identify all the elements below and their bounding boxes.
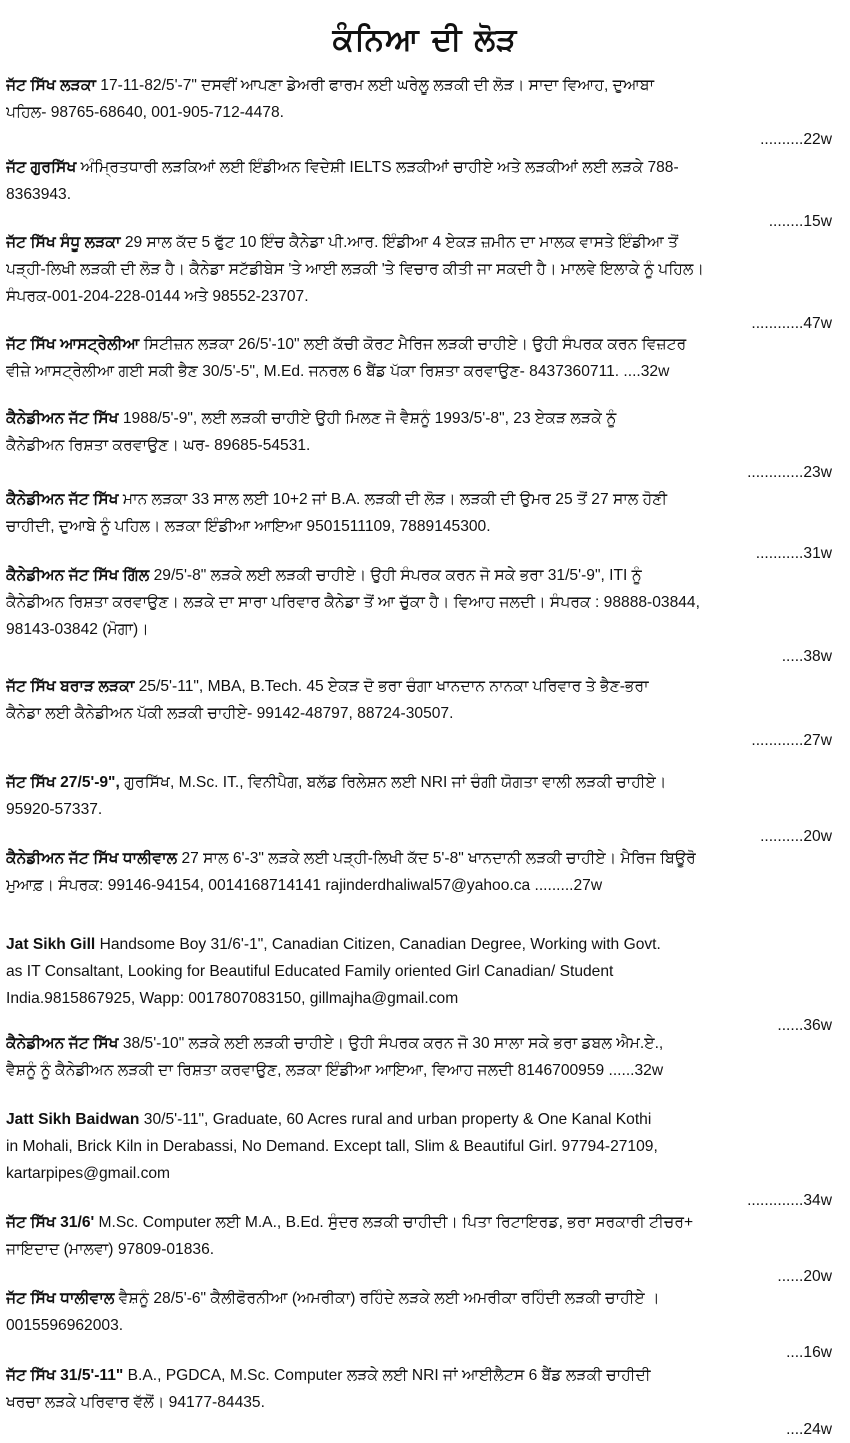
listing-line: ਚਾਹੀਦੀ, ਦੁਆਬੇ ਨੂੰ ਪਹਿਲ। ਲੜਕਾ ਇੰਡੀਆ ਆਇਆ 9501511109, 7889145300. [6,518,491,535]
listing-line: ਜੱਟ ਸਿੱਖ 27/5'-9", ਗੁਰਸਿੱਖ, M.Sc. IT., ਵਿਨੀਪੈਗ, ਬਲੱਡ ਰਿਲੇਸ਼ਨ ਲਈ NRI ਜਾਂ ਚੰਗੀ ਯੋਗਤਾ ਵਾਲੀ ਲੜਕੀ ਚਾਹੀਏ। [6,774,667,791]
listing-line: 0015596962003. [6,1317,124,1334]
listing-line: in Mohali, Brick Kiln in Derabassi, No Demand. Except tall, Slim & Beautiful Girl. 97794-27109, [6,1138,658,1155]
listing-line: India.9815867925, Wapp: 0017807083150, gillmajha@gmail.com [6,990,459,1007]
listing-line: ਮੁਆਫ਼। ਸੰਪਰਕ: 99146-94154, 0014168714141 rajinderdhaliwal57@yahoo.ca .........27w [6,877,603,894]
listing-line: ਜੱਟ ਸਿੱਖ ਸੰਧੂ ਲੜਕਾ 29 ਸਾਲ ਕੱਦ 5 ਫੁੱਟ 10 ਇੰਚ ਕੈਨੇਡਾ ਪੀ.ਆਰ. ਇੰਡੀਆ 4 ਏਕੜ ਜ਼ਮੀਨ ਦਾ ਮਾਲਕ ਵਾਸਤੇ ਇੰਡੀਆ ਤੋਂ [6,234,679,251]
listing-code: .............23w [747,464,832,481]
listing-line: 8363943. [6,186,72,203]
listing-line: ਸੰਪਰਕ-001-204-228-0144 ਅਤੇ 98552-23707. [6,288,309,305]
listing-line: Jatt Sikh Baidwan 30/5'-11", Graduate, 60 Acres rural and urban property & One Kanal Kothi [6,1111,652,1128]
listing-line: Jat Sikh Gill Handsome Boy 31/6'-1", Canadian Citizen, Canadian Degree, Working with Govt. [6,936,661,953]
listing-line: as IT Consaltant, Looking for Beautiful Educated Family oriented Girl Canadian/ Student [6,963,614,980]
listing-heading: ਜੱਟ ਸਿੱਖ ਸੰਧੂ ਲੜਕਾ [6,234,121,251]
listing-heading: Jatt Sikh Baidwan [6,1111,140,1128]
listing-entry [6,931,832,1039]
listing-code: ....16w [786,1344,832,1361]
listing-entry [6,845,832,899]
listing-code: ....24w [786,1421,832,1438]
listing-entry [6,1209,832,1290]
listing-line: ਕੈਨੇਡੀਅਨ ਜੱਟ ਸਿੱਖ 1988/5'-9", ਲਈ ਲੜਕੀ ਚਾਹੀਏ ਉਹੀ ਮਿਲਣ ਜੋ ਵੈਸ਼ਨੂੰ 1993/5'-8", 23 ਏਕੜ ਲੜਕੇ ਨੂੰ [6,410,617,427]
listing-line: ਜੱਟ ਸਿੱਖ ਧਾਲੀਵਾਲ ਵੈਸ਼ਨੂੰ 28/5'-6" ਕੈਲੀਫੋਰਨੀਆ (ਅਮਰੀਕਾ) ਰਹਿੰਦੇ ਲੜਕੇ ਲਈ ਅਮਰੀਕਾ ਰਹਿੰਦੀ ਲੜਕੀ ਚਾਹੀਏ । [6,1290,660,1307]
listing-line: ਜੱਟ ਸਿੱਖ 31/6' M.Sc. Computer ਲਈ M.A., B.Ed. ਸੁੰਦਰ ਲੜਕੀ ਚਾਹੀਦੀ। ਪਿਤਾ ਰਿਟਾਇਰਡ, ਭਰਾ ਸਰਕਾਰੀ ਟੀਚਰ+ [6,1214,694,1231]
listing-entry [6,562,832,670]
listing-line: ਕੈਨੇਡਾ ਲਈ ਕੈਨੇਡੀਅਨ ਪੱਕੀ ਲੜਕੀ ਚਾਹੀਏ- 99142-48797, 88724-30507. [6,705,454,722]
listing-line: ਕੈਨੇਡੀਅਨ ਜੱਟ ਸਿੱਖ ਧਾਲੀਵਾਲ 27 ਸਾਲ 6'-3" ਲੜਕੇ ਲਈ ਪੜ੍ਹੀ-ਲਿਖੀ ਕੱਦ 5'-8" ਖਾਨਦਾਨੀ ਲੜਕੀ ਚਾਹੀਏ। ਮੈਰਿਜ ਬਿਊਰੋ [6,850,696,867]
listing-code: ........15w [768,213,832,230]
listing-heading: ਜੱਟ ਸਿੱਖ ਬਰਾੜ ਲੜਕਾ [6,678,135,695]
page-title: ਕੰਨਿਆ ਦੀ ਲੋੜ [332,22,518,58]
listing-line: ਵੀਜ਼ੇ ਆਸਟ੍ਰੇਲੀਆ ਗਈ ਸਕੀ ਭੈਣ 30/5'-5", M.Ed. ਜਨਰਲ 6 ਬੈਂਡ ਪੱਕਾ ਰਿਸ਼ਤਾ ਕਰਵਾਉਣ- 8437360711. ....32w [6,363,670,380]
listing-entry [6,1106,832,1214]
listing-heading: ਜੱਟ ਸਿੱਖ 31/6' [6,1214,95,1231]
listing-line: ਕੈਨੇਡੀਅਨ ਜੱਟ ਸਿੱਖ ਗਿੱਲ 29/5'-8" ਲੜਕੇ ਲਈ ਲੜਕੀ ਚਾਹੀਏ। ਉਹੀ ਸੰਪਰਕ ਕਰਨ ਜੋ ਸਕੇ ਭਰਾ 31/5'-9", ITI ਨੂੰ [6,567,642,584]
listing-code: ..........20w [760,828,832,845]
listing-line: 98143-03842 (ਮੋਗਾ)। [6,621,149,638]
listing-heading: ਜੱਟ ਸਿੱਖ 27/5'-9", [6,774,120,791]
listing-entry [6,1285,832,1366]
listing-entry [6,486,832,567]
listing-line: kartarpipes@gmail.com [6,1165,171,1182]
listing-entry [6,154,832,235]
listing-line: ਪਹਿਲ- 98765-68640, 001-905-712-4478. [6,104,284,121]
listing-entry [6,673,832,754]
listing-line: ਵੈਸ਼ਨੂੰ ਨੂੰ ਕੈਨੇਡੀਅਨ ਲੜਕੀ ਦਾ ਰਿਸ਼ਤਾ ਕਰਵਾਉਣ, ਲੜਕਾ ਇੰਡੀਆ ਆਇਆ, ਵਿਆਹ ਜਲਦੀ 8146700959 ......32w [6,1062,664,1079]
listing-entry [6,1030,832,1084]
listing-line: ਕੈਨੇਡੀਅਨ ਜੱਟ ਸਿੱਖ 38/5'-10" ਲੜਕੇ ਲਈ ਲੜਕੀ ਚਾਹੀਏ। ਉਹੀ ਸੰਪਰਕ ਕਰਨ ਜੋ 30 ਸਾਲਾ ਸਕੇ ਭਰਾ ਡਬਲ ਐਮ.ਏ., [6,1035,664,1052]
listing-code: .....38w [781,648,832,665]
listing-entry [6,72,832,153]
listing-line: ਪੜ੍ਹੀ-ਲਿਖੀ ਲੜਕੀ ਦੀ ਲੋੜ ਹੈ। ਕੈਨੇਡਾ ਸਟੱਡੀਬੇਸ 'ਤੇ ਆਈ ਲੜਕੀ 'ਤੇ ਵਿਚਾਰ ਕੀਤੀ ਜਾ ਸਕਦੀ ਹੈ। ਮਾਲਵੇ ਇਲਾਕੇ ਨੂੰ ਪਹਿਲ। [6,261,704,278]
listing-code: ......20w [777,1268,832,1285]
listing-line: ਕੈਨੇਡੀਅਨ ਜੱਟ ਸਿੱਖ ਮਾਨ ਲੜਕਾ 33 ਸਾਲ ਲਈ 10+2 ਜਾਂ B.A. ਲੜਕੀ ਦੀ ਲੋੜ। ਲੜਕੀ ਦੀ ਉਮਰ 25 ਤੋਂ 27 ਸਾਲ ਹੋਣੀ [6,491,668,508]
listing-heading: ਕੈਨੇਡੀਅਨ ਜੱਟ ਸਿੱਖ [6,491,119,508]
listing-heading: ਜੱਟ ਸਿੱਖ ਧਾਲੀਵਾਲ [6,1290,115,1307]
listing-entry [6,769,832,850]
listing-entry [6,229,832,337]
listing-code: .............34w [747,1192,832,1209]
listing-heading: ਜੱਟ ਗੁਰਸਿੱਖ [6,159,77,176]
listing-line: ਜੱਟ ਗੁਰਸਿੱਖ ਅੰਮ੍ਰਿਤਧਾਰੀ ਲੜਕਿਆਂ ਲਈ ਇੰਡੀਅਨ ਵਿਦੇਸ਼ੀ IELTS ਲੜਕੀਆਂ ਚਾਹੀਏ ਅਤੇ ਲੜਕੀਆਂ ਲਈ ਲੜਕੇ 788- [6,159,679,176]
listing-entry [6,331,832,385]
listing-line: ਜੱਟ ਸਿੱਖ 31/5'-11" B.A., PGDCA, M.Sc. Computer ਲੜਕੇ ਲਈ NRI ਜਾਂ ਆਈਲੈਟਸ 6 ਬੈਂਡ ਲੜਕੀ ਚਾਹੀਦੀ [6,1367,651,1384]
listing-heading: ਕੈਨੇਡੀਅਨ ਜੱਟ ਸਿੱਖ [6,410,119,427]
listing-heading: ਜੱਟ ਸਿੱਖ 31/5'-11" [6,1367,124,1384]
listing-heading: ਜੱਟ ਸਿੱਖ ਲੜਕਾ [6,77,96,94]
listing-heading: Jat Sikh Gill [6,936,96,953]
listing-code: ..........22w [760,131,832,148]
listing-line: ਕੈਨੇਡੀਅਨ ਰਿਸ਼ਤਾ ਕਰਵਾਉਣ। ਘਰ- 89685-54531. [6,437,311,454]
listing-code: ............47w [751,315,832,332]
listing-heading: ਕੈਨੇਡੀਅਨ ਜੱਟ ਸਿੱਖ ਧਾਲੀਵਾਲ [6,850,178,867]
listing-line: ਜੱਟ ਸਿੱਖ ਆਸਟ੍ਰੇਲੀਆ ਸਿਟੀਜ਼ਨ ਲੜਕਾ 26/5'-10" ਲਈ ਕੱਚੀ ਕੋਰਟ ਮੈਰਿਜ ਲੜਕੀ ਚਾਹੀਏ। ਉਹੀ ਸੰਪਰਕ ਕਰਨ ਵਿਜ਼ਟਰ [6,336,687,353]
listing-line: ਕੈਨੇਡੀਅਨ ਰਿਸ਼ਤਾ ਕਰਵਾਉਣ। ਲੜਕੇ ਦਾ ਸਾਰਾ ਪਰਿਵਾਰ ਕੈਨੇਡਾ ਤੋਂ ਆ ਚੁੱਕਾ ਹੈ। ਵਿਆਹ ਜਲਦੀ। ਸੰਪਰਕ : 98888-03844, [6,594,700,611]
listing-code: ............27w [751,732,832,749]
listing-code: ......36w [777,1017,832,1034]
listing-heading: ਜੱਟ ਸਿੱਖ ਆਸਟ੍ਰੇਲੀਆ [6,336,140,353]
listing-entry [6,1362,832,1443]
listing-line: 95920-57337. [6,801,103,818]
listing-heading: ਕੈਨੇਡੀਅਨ ਜੱਟ ਸਿੱਖ [6,1035,119,1052]
listing-line: ਜੱਟ ਸਿੱਖ ਲੜਕਾ 17-11-82/5'-7" ਦਸਵੀਂ ਆਪਣਾ ਡੇਅਰੀ ਫਾਰਮ ਲਈ ਘਰੇਲੂ ਲੜਕੀ ਦੀ ਲੋੜ। ਸਾਦਾ ਵਿਆਹ, ਦੁਆਬਾ [6,77,655,94]
listing-line: ਜੱਟ ਸਿੱਖ ਬਰਾੜ ਲੜਕਾ 25/5'-11", MBA, B.Tech. 45 ਏਕੜ ਦੋ ਭਰਾ ਚੰਗਾ ਖਾਨਦਾਨ ਨਾਨਕਾ ਪਰਿਵਾਰ ਤੇ ਭੈਣ-ਭਰਾ [6,678,649,695]
listing-entry [6,405,832,486]
listing-line: ਜਾਇਦਾਦ (ਮਾਲਵਾ) 97809-01836. [6,1241,215,1258]
listing-line: ਖਰਚਾ ਲੜਕੇ ਪਰਿਵਾਰ ਵੱਲੋਂ। 94177-84435. [6,1394,265,1411]
listing-code: ...........31w [755,545,832,562]
listing-heading: ਕੈਨੇਡੀਅਨ ਜੱਟ ਸਿੱਖ ਗਿੱਲ [6,567,150,584]
